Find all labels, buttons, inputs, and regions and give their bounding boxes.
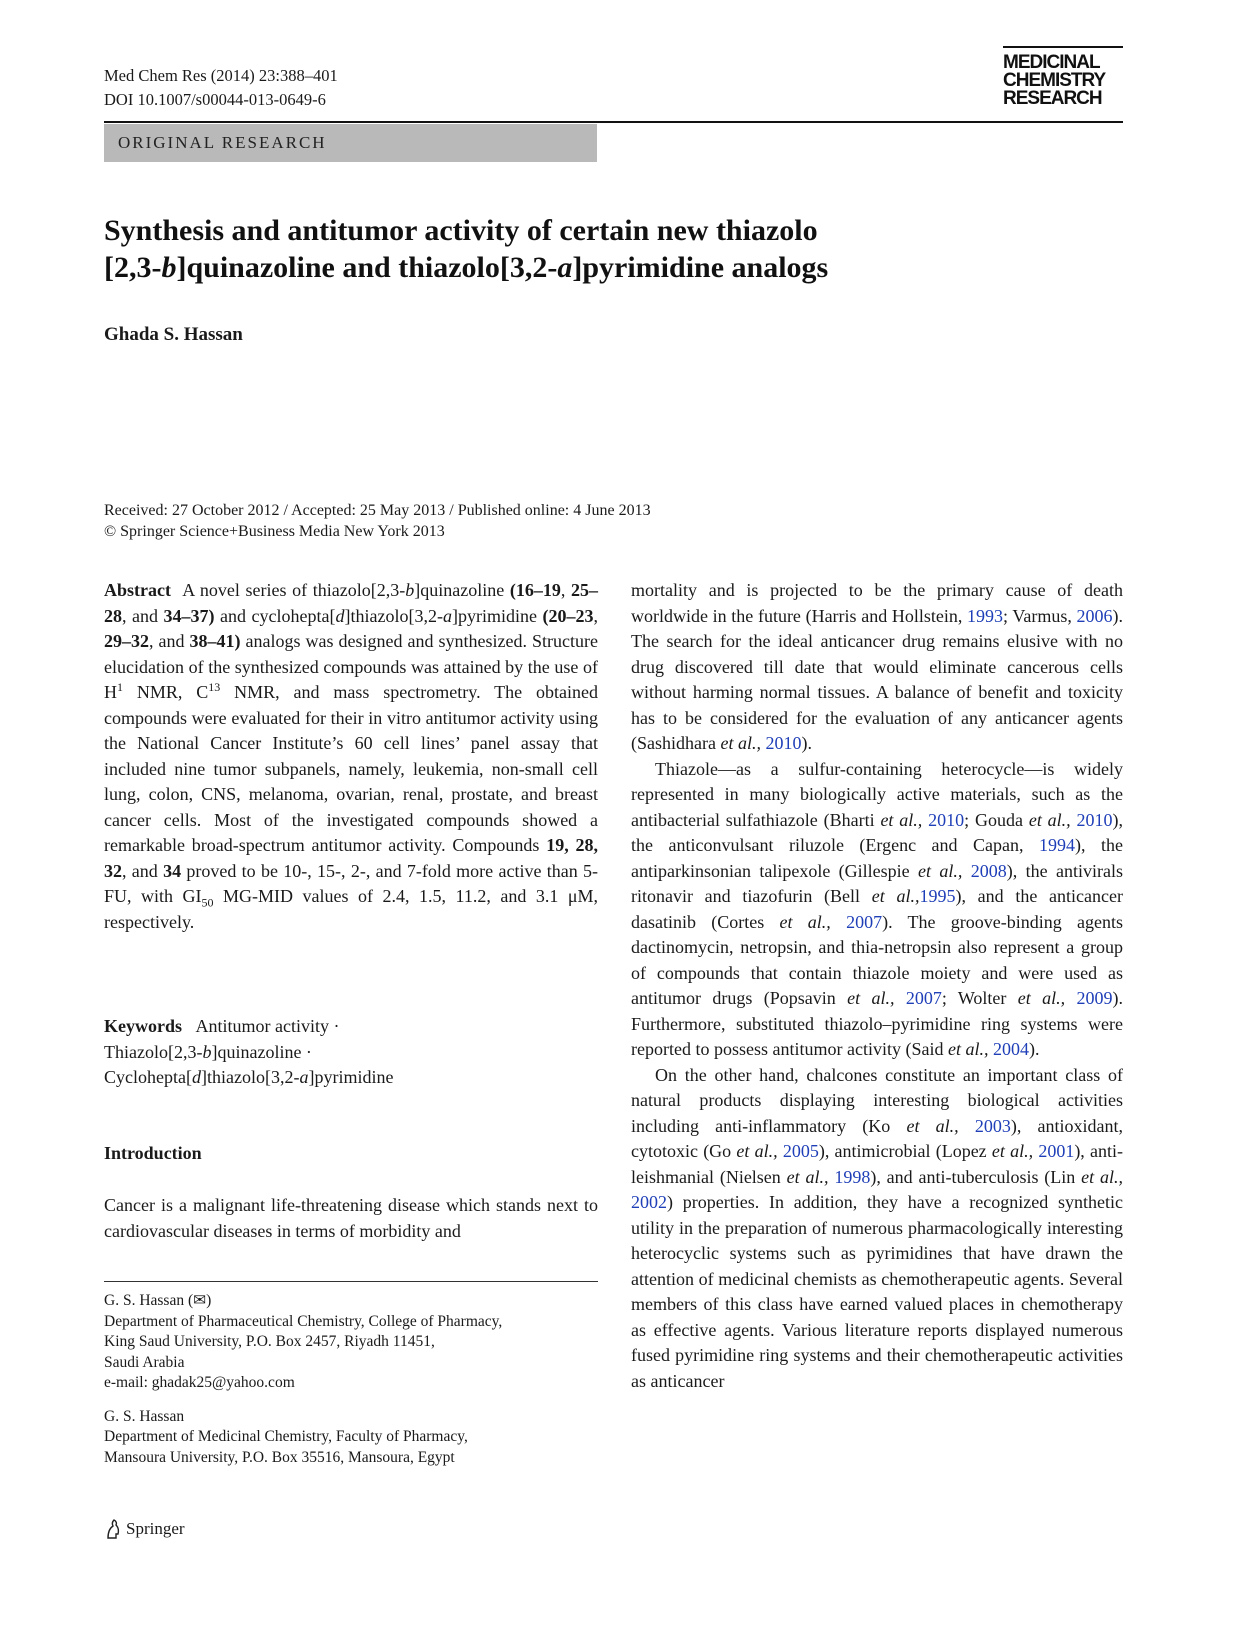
affiliation-2: G. S. Hassan Department of Medicinal Chemistry, Faculty of Pharmacy, Mansoura University, P.O. Box 35516, Mansoura, Egypt <box>104 1407 468 1466</box>
publisher-name: Springer <box>126 1519 185 1538</box>
citation-link[interactable]: 2007 <box>846 911 883 932</box>
affiliations <box>104 1291 598 1481</box>
affiliation-1: G. S. Hassan (✉) Department of Pharmaceutical Chemistry, College of Pharmacy, King Saud University, P.O. Box 2457, Riyadh 11451, Saudi Arabia e-mail: ghadak25@yahoo.com <box>104 1292 503 1391</box>
publisher-footer <box>104 1518 185 1540</box>
citation-link[interactable]: 1993 <box>967 605 1004 626</box>
paragraph: Thiazole—as a sulfur-containing heterocycle—is widely represented in many biologically active materials, such as the antibacterial sulfathiazole (Bharti et al., 2010; Gouda et al., 2010), the anticonvulsant riluzole (Ergenc and Capan, 1994), the antiparkinsonian talipexole (Gillespie et al., 2008), the antivirals ritonavir and tiazofurin (Bell et al.,1995), and the anticancer dasatinib (Cortes et al., 2007). The groove-binding agents dactinomycin, netropsin, and thia-netropsin also represent a group of compounds that contain thiazole moiety and were used as antitumor drugs (Popsavin et al., 2007; Wolter et al., 2009). Furthermore, substituted thiazolo–pyrimidine ring systems were reported to possess antitumor activity (Said et al., 2004). <box>631 758 1124 1059</box>
citation-link[interactable]: 2004 <box>992 1039 1029 1059</box>
doi[interactable]: DOI 10.1007/s00044-013-0649-6 <box>104 90 326 109</box>
logo-line: MEDICINAL <box>1003 52 1100 73</box>
keyword: Cyclohepta[d]thiazolo[3,2-a]pyrimidine <box>104 1067 394 1087</box>
logo-line: CHEMISTRY <box>1003 70 1106 91</box>
title-text: ]pyrimidine analogs <box>572 251 829 284</box>
logo-line: RESEARCH <box>1003 88 1102 109</box>
keywords <box>104 1014 598 1091</box>
journal-reference <box>104 64 338 112</box>
paragraph: On the other hand, chalcones constitute an important class of natural products displaying interesting biological activities including anti-inflammatory (Ko et al., 2003), antioxidant, cytotoxic (Go et al., 2005), antimicrobial (Lopez et al., 2001), anti-leishmanial (Nielsen et al., 1998), and anti-tuberculosis (Lin et al., 2002) properties. In addition, they have a recognized synthetic utility in the preparation of numerous pharmacologically interesting heterocyclic systems such as pyrimidines that have drawn the attention of medicinal chemists as chemotherapeutic agents. Several members of this class have earned valued places in chemotherapy as effective agents. Various literature reports displayed numerous fused pyrimidine ring systems and their chemotherapeutic activities as anticancer <box>631 1064 1124 1391</box>
citation-link[interactable]: 2007 <box>905 988 942 1008</box>
journal-citation: Med Chem Res (2014) 23:388–401 <box>104 66 338 85</box>
citation-link[interactable]: 2010 <box>928 809 965 830</box>
citation-link[interactable]: 2003 <box>974 1115 1011 1136</box>
citation-link[interactable]: 2006 <box>1076 605 1113 626</box>
citation-link[interactable]: 1998 <box>834 1166 871 1187</box>
title-text: ]quinazoline and thiazolo[3,2- <box>176 251 558 284</box>
title-text: b <box>161 251 177 284</box>
section-label: ORIGINAL RESEARCH <box>104 124 597 162</box>
abstract-label: Abstract <box>104 580 171 600</box>
citation-link[interactable]: 2002 <box>631 1192 667 1212</box>
keyword: Antitumor activity · <box>195 1016 340 1036</box>
citation-link[interactable]: 1995 <box>919 886 956 906</box>
springer-horse-icon <box>104 1518 122 1540</box>
article-title <box>104 212 1004 286</box>
publication-dates <box>104 500 651 542</box>
section-heading-introduction: Introduction <box>104 1143 202 1163</box>
citation-link[interactable]: 2010 <box>765 733 802 753</box>
copyright-line: © Springer Science+Business Media New York 2013 <box>104 523 445 540</box>
introduction-continued <box>631 578 1123 1394</box>
title-text: a <box>557 251 573 284</box>
introduction-text: Cancer is a malignant life-threatening disease which stands next to cardiovascular diseases in terms of morbidity and <box>104 1195 598 1241</box>
citation-link[interactable]: 2010 <box>1076 809 1113 830</box>
keywords-label: Keywords <box>104 1016 182 1036</box>
citation-link[interactable]: 2001 <box>1038 1141 1075 1161</box>
header-rule <box>104 121 1123 123</box>
email-link[interactable]: e-mail: ghadak25@yahoo.com <box>104 1374 295 1391</box>
title-text: Synthesis and antitumor activity of certain new thiazolo <box>104 214 818 247</box>
paragraph: mortality and is projected to be the primary cause of death worldwide in the future (Harris and Hollstein, 1993; Varmus, 2006). The search for the ideal anticancer drug remains elusive with no drug discovered till date that would eliminate cancerous cells without harming normal tissues. A balance of benefit and toxicity has to be considered for the evaluation of any anticancer agents (Sashidhara et al., 2010). <box>631 580 1123 753</box>
citation-link[interactable]: 2008 <box>970 860 1007 881</box>
keyword: Thiazolo[2,3-b]quinazoline · <box>104 1041 312 1062</box>
citation-link[interactable]: 1994 <box>1039 835 1076 855</box>
affiliation-rule <box>104 1281 598 1282</box>
title-text: [2,3- <box>104 251 162 284</box>
abstract: Abstract A novel series of thiazolo[2,3-b]quinazoline (16–19, 25–28, and 34–37) and cyclohepta[d]thiazolo[3,2-a]pyrimidine (20–23, 29–32, and 38–41) analogs was designed and synthesized. Structure elucidation of the synthesized compounds was attained by the use of $H^1$ NMR, $C^{13}$ NMR, and mass spectrometry. The obtained compounds were evaluated for their in vitro antitumor activity using the National Cancer Institute’s 60 cell lines’ panel assay that included nine tumor subpanels, namely, leukemia, non-small cell lung, colon, CNS, melanoma, ovarian, renal, prostate, and breast cancer cells. Most of the investigated compounds showed a remarkable broad-spectrum antitumor activity. Compounds 19, 28, 32, and 34 proved to be 10-, 15-, 2-, and 7-fold more active than 5-FU, with $GI_{50}$ MG-MID values of 2.4, 1.5, 11.2, and 3.1 μM, respectively. <box>104 580 599 932</box>
citation-link[interactable]: 2005 <box>782 1141 819 1161</box>
author-name[interactable]: Ghada S. Hassan <box>104 324 243 345</box>
journal-logo <box>1003 46 1123 108</box>
citation-link[interactable]: 2009 <box>1076 988 1113 1008</box>
history-line: Received: 27 October 2012 / Accepted: 25 May 2013 / Published online: 4 June 2013 <box>104 502 651 519</box>
